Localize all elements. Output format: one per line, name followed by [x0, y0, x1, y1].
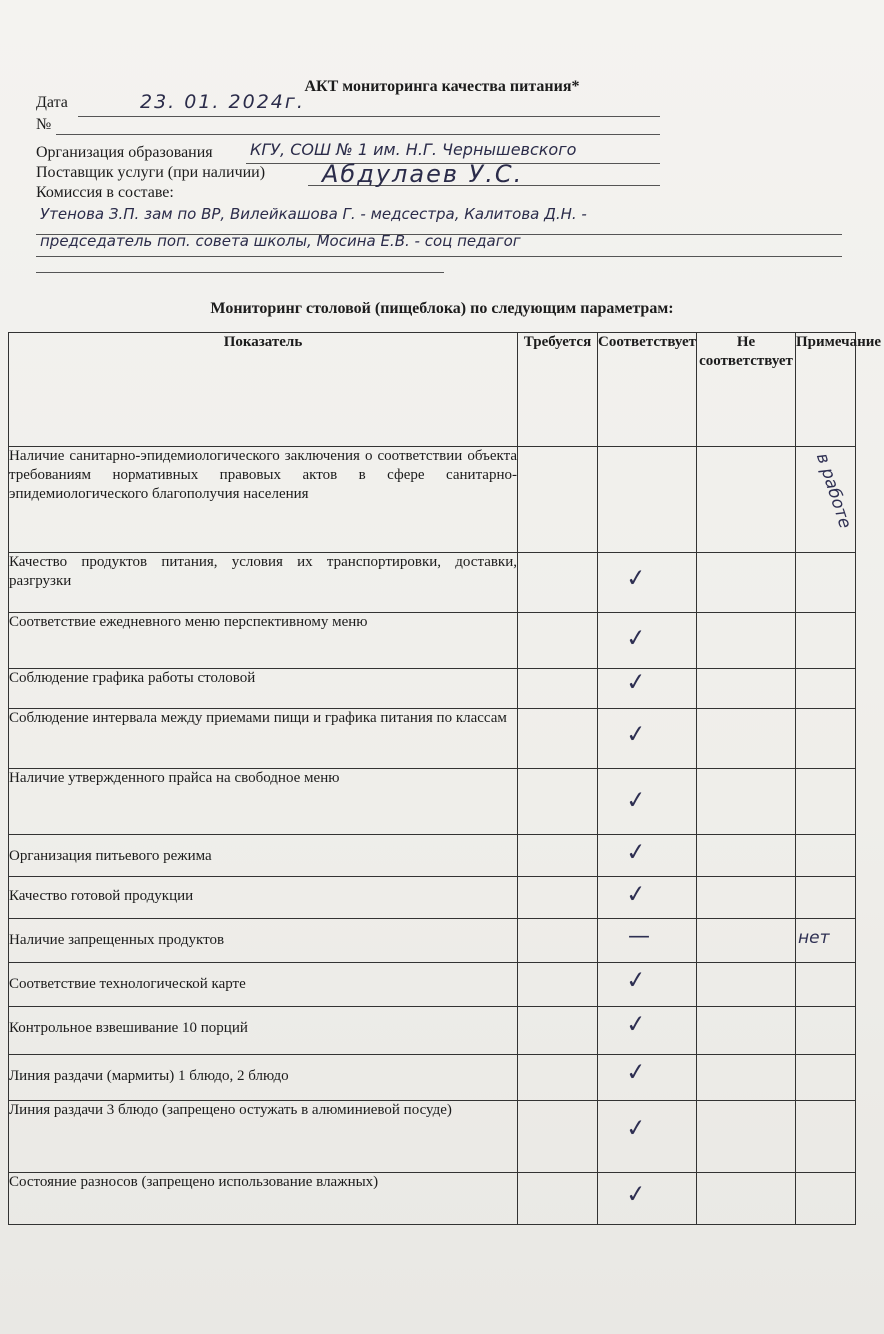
- row-complies: [598, 1173, 697, 1225]
- row-complies: [598, 613, 697, 669]
- row-note: [796, 447, 856, 553]
- row-not-complies: [697, 1007, 796, 1055]
- table-row: [9, 553, 856, 613]
- row-complies: [598, 1101, 697, 1173]
- row-note: [796, 709, 856, 769]
- row-note: [796, 669, 856, 709]
- row-complies: [598, 919, 697, 963]
- row-complies: [598, 447, 697, 553]
- row-complies: [598, 835, 697, 877]
- row-indicator: Соответствие технологической карте: [9, 963, 518, 1007]
- check-icon: ✓: [624, 965, 648, 995]
- row-required: [518, 1173, 598, 1225]
- row-required: [518, 553, 598, 613]
- document-title: АКТ мониторинга качества питания*: [304, 78, 580, 95]
- row-not-complies: [697, 963, 796, 1007]
- row-required: [518, 877, 598, 919]
- row-complies: [598, 669, 697, 709]
- row-complies: [598, 769, 697, 835]
- check-icon: ✓: [624, 1057, 648, 1087]
- row-note: [796, 1007, 856, 1055]
- date-label: Дата: [36, 94, 68, 111]
- row-required: [518, 1007, 598, 1055]
- row-not-complies: [697, 769, 796, 835]
- row-indicator: Наличие санитарно-эпидемиологического заключения о соответствии объекта требованиям нормативных правовых актов в сфере санитарно-эпидемиологического благополучия населения: [9, 447, 518, 553]
- check-icon: ✓: [624, 1113, 648, 1143]
- table-row: [9, 447, 856, 553]
- row-note: [796, 835, 856, 877]
- row-required: [518, 1055, 598, 1101]
- row-note: [796, 553, 856, 613]
- row-indicator: Контрольное взвешивание 10 порций: [9, 1007, 518, 1055]
- header-complies: Соответствует: [598, 333, 697, 447]
- row-note: [796, 613, 856, 669]
- row-indicator: Организация питьевого режима: [9, 835, 518, 877]
- row-note-text: в работе: [811, 450, 856, 531]
- row-note: [796, 919, 856, 963]
- row-note: [796, 1101, 856, 1173]
- date-value: 23. 01. 2024г.: [140, 91, 305, 113]
- row-indicator: Соблюдение интервала между приемами пищи и графика питания по классам: [9, 709, 518, 769]
- date-rule: [78, 116, 660, 117]
- row-indicator: Наличие утвержденного прайса на свободное меню: [9, 769, 518, 835]
- number-label: №: [36, 116, 52, 133]
- row-not-complies: [697, 709, 796, 769]
- org-value: КГУ, СОШ № 1 им. Н.Г. Чернышевского: [250, 140, 577, 159]
- row-not-complies: [697, 1101, 796, 1173]
- row-not-complies: [697, 669, 796, 709]
- row-required: [518, 963, 598, 1007]
- row-complies: [598, 877, 697, 919]
- row-not-complies: [697, 877, 796, 919]
- table-row: [9, 1173, 856, 1225]
- dash-icon: —: [628, 924, 650, 949]
- row-note: [796, 963, 856, 1007]
- row-required: [518, 769, 598, 835]
- commission-line-1: Утенова З.П. зам по ВР, Вилейкашова Г. - медсестра, Калитова Д.Н. -: [40, 205, 587, 223]
- supplier-value: Абдулаев У.С.: [322, 160, 524, 188]
- row-required: [518, 709, 598, 769]
- row-indicator: Состояние разносов (запрещено использование влажных): [9, 1173, 518, 1225]
- row-not-complies: [697, 553, 796, 613]
- table-row: [9, 669, 856, 709]
- row-indicator: Качество продуктов питания, условия их транспортировки, доставки, разгрузки: [9, 553, 518, 613]
- row-not-complies: [697, 835, 796, 877]
- row-required: [518, 447, 598, 553]
- table-row: [9, 835, 856, 877]
- table-row: [9, 1007, 856, 1055]
- commission-rule-3: [36, 272, 444, 273]
- row-note-text: нет: [798, 928, 830, 948]
- table-row: [9, 1101, 856, 1173]
- commission-label: Комиссия в составе:: [36, 184, 174, 201]
- check-icon: ✓: [624, 1179, 648, 1209]
- row-indicator: Соблюдение графика работы столовой: [9, 669, 518, 709]
- row-indicator: Линия раздачи (мармиты) 1 блюдо, 2 блюдо: [9, 1055, 518, 1101]
- check-icon: ✓: [624, 667, 648, 697]
- header-not-complies: Не соответствует: [697, 333, 796, 447]
- row-required: [518, 613, 598, 669]
- row-note: [796, 769, 856, 835]
- table-row: [9, 963, 856, 1007]
- row-not-complies: [697, 447, 796, 553]
- row-complies: [598, 553, 697, 613]
- check-icon: ✓: [624, 785, 648, 815]
- check-icon: ✓: [624, 879, 648, 909]
- row-not-complies: [697, 1055, 796, 1101]
- table-row: [9, 709, 856, 769]
- row-indicator: Наличие запрещенных продуктов: [9, 919, 518, 963]
- row-not-complies: [697, 613, 796, 669]
- row-note: [796, 1055, 856, 1101]
- row-indicator: Соответствие ежедневного меню перспективному меню: [9, 613, 518, 669]
- row-required: [518, 919, 598, 963]
- check-icon: ✓: [624, 719, 648, 749]
- row-note: [796, 1173, 856, 1225]
- monitoring-subtitle: Мониторинг столовой (пищеблока) по следующим параметрам:: [210, 300, 674, 317]
- table-row: [9, 919, 856, 963]
- table-header-row: [9, 333, 856, 447]
- row-not-complies: [697, 1173, 796, 1225]
- monitoring-table: [8, 332, 882, 1225]
- check-icon: ✓: [624, 1009, 648, 1039]
- check-icon: ✓: [624, 563, 648, 593]
- row-complies: [598, 709, 697, 769]
- row-indicator: Линия раздачи 3 блюдо (запрещено остужать в алюминиевой посуде): [9, 1101, 518, 1173]
- row-required: [518, 669, 598, 709]
- header-indicator: Показатель: [9, 333, 518, 447]
- number-rule: [56, 134, 660, 135]
- row-indicator: Качество готовой продукции: [9, 877, 518, 919]
- commission-line-2: председатель поп. совета школы, Мосина Е.В. - соц педагог: [40, 232, 521, 250]
- table-row: [9, 877, 856, 919]
- header-required: Требуется: [518, 333, 598, 447]
- row-not-complies: [697, 919, 796, 963]
- table-row: [9, 613, 856, 669]
- header-note: Примечание: [796, 333, 856, 447]
- table-row: [9, 769, 856, 835]
- check-icon: ✓: [624, 837, 648, 867]
- org-label: Организация образования: [36, 144, 213, 161]
- supplier-label: Поставщик услуги (при наличии): [36, 164, 266, 181]
- commission-rule-2: [36, 256, 842, 257]
- row-complies: [598, 963, 697, 1007]
- table-row: [9, 1055, 856, 1101]
- row-complies: [598, 1055, 697, 1101]
- check-icon: ✓: [624, 623, 648, 653]
- row-required: [518, 1101, 598, 1173]
- row-complies: [598, 1007, 697, 1055]
- row-note: [796, 877, 856, 919]
- row-required: [518, 835, 598, 877]
